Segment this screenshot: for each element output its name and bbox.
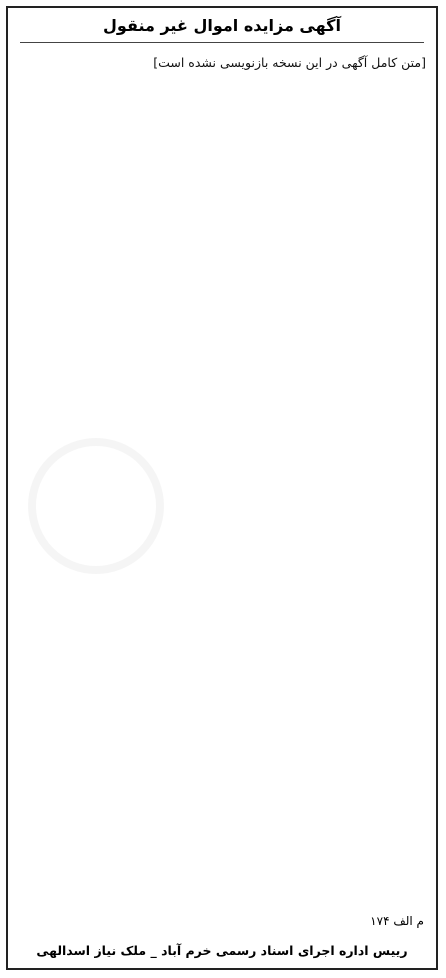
notice-frame <box>6 6 438 970</box>
title-divider <box>20 42 424 43</box>
signatory-line: رییس اداره اجرای اسناد رسمی خرم آباد _ ملک نیاز اسدالهی <box>36 943 408 958</box>
notice-title: آگهی مزایده اموال غیر منقول <box>103 16 341 35</box>
watermark-seal-icon <box>28 438 164 574</box>
reference-number: م الف ۱۷۴ <box>370 914 424 928</box>
notice-body: [متن کامل آگهی در این نسخه بازنویسی نشده است] <box>153 55 426 70</box>
